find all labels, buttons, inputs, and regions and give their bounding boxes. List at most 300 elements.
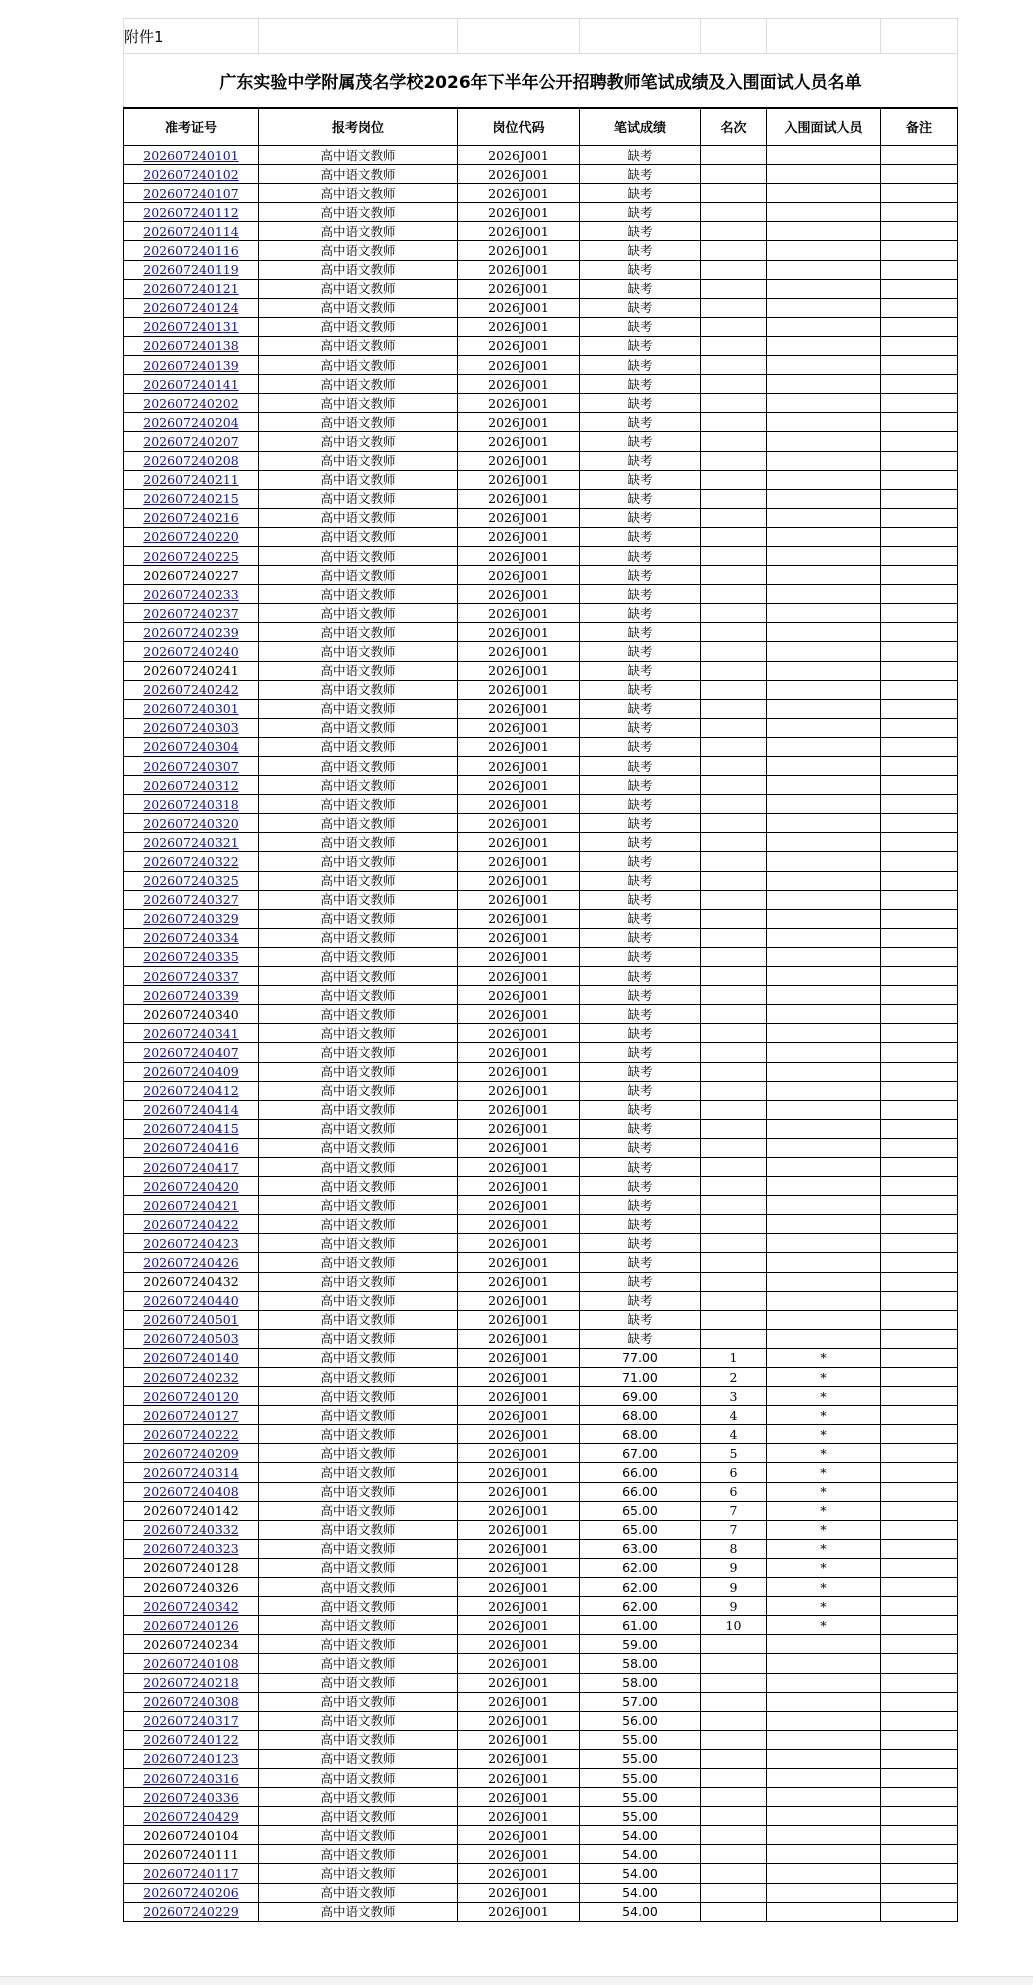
note-cell xyxy=(881,1749,958,1768)
exam-id-link[interactable]: 202607240423 xyxy=(143,1235,239,1251)
exam-id-cell[interactable] xyxy=(124,871,259,890)
exam-id-cell[interactable] xyxy=(124,642,259,661)
exam-id-link[interactable]: 202607240124 xyxy=(143,300,239,316)
title-row xyxy=(124,54,958,108)
exam-id-link[interactable]: 202607240220 xyxy=(143,529,239,545)
rank-cell xyxy=(701,1329,767,1348)
exam-id-link[interactable]: 202607240322 xyxy=(143,854,239,870)
exam-id-cell[interactable] xyxy=(124,776,259,795)
exam-id-link[interactable]: 202607240308 xyxy=(143,1694,239,1710)
exam-id-cell[interactable] xyxy=(124,222,259,241)
rank-cell: 5 xyxy=(701,1444,767,1463)
exam-id-link[interactable]: 202607240334 xyxy=(143,930,239,946)
exam-id-cell[interactable] xyxy=(124,718,259,737)
exam-id-cell[interactable] xyxy=(124,546,259,565)
exam-id-link[interactable]: 202607240122 xyxy=(143,1732,239,1748)
score-cell: 缺考 xyxy=(580,298,701,317)
exam-id-cell[interactable] xyxy=(124,1539,259,1558)
exam-id-link[interactable]: 202607240416 xyxy=(143,1140,239,1156)
rank-cell xyxy=(701,1196,767,1215)
post-cell: 高中语文教师 xyxy=(259,1864,458,1883)
rank-cell xyxy=(701,604,767,623)
exam-id-cell[interactable] xyxy=(124,279,259,298)
exam-id-link[interactable]: 202607240320 xyxy=(143,815,239,831)
exam-id-cell[interactable] xyxy=(124,1348,259,1367)
table-row xyxy=(124,1788,958,1807)
exam-id-link[interactable]: 202607240225 xyxy=(143,548,239,564)
interview-cell xyxy=(767,833,881,852)
exam-id-cell[interactable] xyxy=(124,1119,259,1138)
post-cell: 高中语文教师 xyxy=(259,298,458,317)
exam-id-cell[interactable] xyxy=(124,451,259,470)
exam-id-cell[interactable] xyxy=(124,585,259,604)
interview-cell: * xyxy=(767,1387,881,1406)
exam-id-cell[interactable] xyxy=(124,1711,259,1730)
exam-id-cell[interactable] xyxy=(124,1329,259,1348)
exam-id-cell[interactable] xyxy=(124,1043,259,1062)
table-row xyxy=(124,1578,958,1597)
exam-id-cell[interactable] xyxy=(124,967,259,986)
exam-id-link[interactable]: 202607240121 xyxy=(143,281,239,297)
exam-id-cell[interactable] xyxy=(124,394,259,413)
rank-cell: 4 xyxy=(701,1425,767,1444)
post-code-cell: 2026J001 xyxy=(458,222,580,241)
note-cell xyxy=(881,1196,958,1215)
table-row xyxy=(124,184,958,203)
exam-id-link[interactable]: 202607240321 xyxy=(143,834,239,850)
score-cell: 缺考 xyxy=(580,317,701,336)
exam-id-link[interactable]: 202607240211 xyxy=(143,472,239,488)
exam-id-cell xyxy=(124,1578,259,1597)
exam-id-cell[interactable] xyxy=(124,1138,259,1157)
exam-id-cell[interactable] xyxy=(124,241,259,260)
exam-id-cell[interactable] xyxy=(124,184,259,203)
exam-id-cell[interactable] xyxy=(124,1654,259,1673)
score-cell: 61.00 xyxy=(580,1616,701,1635)
post-code-cell: 2026J001 xyxy=(458,1539,580,1558)
exam-id-cell[interactable] xyxy=(124,1616,259,1635)
exam-id-cell[interactable] xyxy=(124,508,259,527)
interview-cell xyxy=(767,986,881,1005)
exam-id-link[interactable]: 202607240314 xyxy=(143,1465,239,1481)
rank-cell xyxy=(701,1826,767,1845)
post-code-cell: 2026J001 xyxy=(458,203,580,222)
post-cell: 高中语文教师 xyxy=(259,1807,458,1826)
post-cell: 高中语文教师 xyxy=(259,718,458,737)
rank-cell xyxy=(701,1272,767,1291)
exam-id-cell[interactable] xyxy=(124,1425,259,1444)
score-cell: 62.00 xyxy=(580,1558,701,1577)
exam-id-cell[interactable] xyxy=(124,604,259,623)
post-code-cell: 2026J001 xyxy=(458,1119,580,1138)
exam-id-link[interactable]: 202607240407 xyxy=(143,1044,239,1060)
rank-cell xyxy=(701,1711,767,1730)
exam-id-link[interactable]: 202607240412 xyxy=(143,1083,239,1099)
exam-id-cell[interactable] xyxy=(124,1406,259,1425)
exam-id-link[interactable]: 202607240337 xyxy=(143,968,239,984)
table-row xyxy=(124,1100,958,1119)
exam-id-cell[interactable] xyxy=(124,1730,259,1749)
exam-id-cell[interactable] xyxy=(124,833,259,852)
rank-cell xyxy=(701,890,767,909)
exam-id-link[interactable]: 202607240316 xyxy=(143,1770,239,1786)
exam-id-link[interactable]: 202607240317 xyxy=(143,1713,239,1729)
table-row xyxy=(124,1463,958,1482)
note-cell xyxy=(881,356,958,375)
note-cell xyxy=(881,241,958,260)
rank-cell xyxy=(701,1024,767,1043)
score-cell: 缺考 xyxy=(580,890,701,909)
exam-id-link[interactable]: 202607240237 xyxy=(143,605,239,621)
exam-id-cell[interactable] xyxy=(124,317,259,336)
table-row xyxy=(124,1845,958,1864)
exam-id-cell[interactable] xyxy=(124,489,259,508)
interview-cell xyxy=(767,642,881,661)
exam-id-link[interactable]: 202607240342 xyxy=(143,1598,239,1614)
score-cell: 缺考 xyxy=(580,1215,701,1234)
exam-id-link[interactable]: 202607240303 xyxy=(143,720,239,736)
interview-cell: * xyxy=(767,1368,881,1387)
exam-id-cell[interactable] xyxy=(124,1157,259,1176)
exam-id-cell[interactable] xyxy=(124,909,259,928)
post-code-cell: 2026J001 xyxy=(458,1788,580,1807)
table-row xyxy=(124,413,958,432)
exam-id-cell[interactable] xyxy=(124,1883,259,1902)
exam-id-link[interactable]: 202607240127 xyxy=(143,1407,239,1423)
exam-id-cell[interactable] xyxy=(124,1673,259,1692)
note-cell xyxy=(881,1883,958,1902)
interview-cell xyxy=(767,1730,881,1749)
exam-id-cell[interactable] xyxy=(124,1864,259,1883)
rank-cell xyxy=(701,1062,767,1081)
exam-id-link[interactable]: 202607240216 xyxy=(143,510,239,526)
table-row xyxy=(124,1520,958,1539)
exam-id-link[interactable]: 202607240209 xyxy=(143,1445,239,1461)
exam-id-cell[interactable] xyxy=(124,470,259,489)
rank-cell xyxy=(701,146,767,165)
table-row xyxy=(124,947,958,966)
post-code-cell: 2026J001 xyxy=(458,967,580,986)
exam-id-cell[interactable] xyxy=(124,413,259,432)
exam-id-link[interactable]: 202607240301 xyxy=(143,701,239,717)
exam-id-cell[interactable] xyxy=(124,1253,259,1272)
exam-id-cell[interactable] xyxy=(124,928,259,947)
exam-id-cell[interactable] xyxy=(124,814,259,833)
exam-id-cell[interactable] xyxy=(124,986,259,1005)
exam-id-link[interactable]: 202607240327 xyxy=(143,892,239,908)
exam-id-link[interactable]: 202607240318 xyxy=(143,796,239,812)
exam-id-link[interactable]: 202607240421 xyxy=(143,1197,239,1213)
exam-id-link[interactable]: 202607240117 xyxy=(143,1865,239,1881)
rank-cell xyxy=(701,298,767,317)
exam-id-cell[interactable] xyxy=(124,795,259,814)
score-cell: 缺考 xyxy=(580,470,701,489)
exam-id-link[interactable]: 202607240204 xyxy=(143,414,239,430)
exam-id-cell[interactable] xyxy=(124,1100,259,1119)
score-cell: 缺考 xyxy=(580,680,701,699)
exam-id-link[interactable]: 202607240218 xyxy=(143,1675,239,1691)
exam-id-link[interactable]: 202607240307 xyxy=(143,758,239,774)
exam-id-link[interactable]: 202607240336 xyxy=(143,1789,239,1805)
exam-id-link[interactable]: 202607240101 xyxy=(143,147,239,163)
exam-id-cell[interactable] xyxy=(124,757,259,776)
exam-id-cell[interactable] xyxy=(124,1081,259,1100)
score-cell: 缺考 xyxy=(580,413,701,432)
exam-id-cell[interactable] xyxy=(124,336,259,355)
table-row xyxy=(124,604,958,623)
note-cell xyxy=(881,1157,958,1176)
rank-cell xyxy=(701,1177,767,1196)
score-cell: 缺考 xyxy=(580,260,701,279)
exam-id-link[interactable]: 202607240335 xyxy=(143,949,239,965)
exam-id-link[interactable]: 202607240108 xyxy=(143,1655,239,1671)
score-cell: 缺考 xyxy=(580,1291,701,1310)
exam-id-cell[interactable] xyxy=(124,1463,259,1482)
table-row xyxy=(124,508,958,527)
note-cell xyxy=(881,1081,958,1100)
exam-id-cell[interactable] xyxy=(124,737,259,756)
post-cell: 高中语文教师 xyxy=(259,604,458,623)
post-cell: 高中语文教师 xyxy=(259,585,458,604)
exam-id-cell[interactable] xyxy=(124,1520,259,1539)
rank-cell: 9 xyxy=(701,1558,767,1577)
note-cell xyxy=(881,1272,958,1291)
exam-id-link[interactable]: 202607240120 xyxy=(143,1388,239,1404)
exam-id-cell[interactable] xyxy=(124,1368,259,1387)
note-cell xyxy=(881,1768,958,1787)
exam-id-link[interactable]: 202607240140 xyxy=(143,1350,239,1366)
exam-id-cell xyxy=(124,1501,259,1520)
score-cell: 缺考 xyxy=(580,1043,701,1062)
exam-id-cell[interactable] xyxy=(124,375,259,394)
interview-cell xyxy=(767,279,881,298)
exam-id-link[interactable]: 202607240116 xyxy=(143,243,239,259)
post-code-cell: 2026J001 xyxy=(458,241,580,260)
exam-id-cell[interactable] xyxy=(124,1482,259,1501)
exam-id-cell[interactable] xyxy=(124,356,259,375)
rank-cell xyxy=(701,1043,767,1062)
exam-id-cell[interactable] xyxy=(124,165,259,184)
exam-id-text: 202607240142 xyxy=(143,1503,239,1519)
exam-id-link[interactable]: 202607240202 xyxy=(143,395,239,411)
exam-id-link[interactable]: 202607240325 xyxy=(143,873,239,889)
post-cell: 高中语文教师 xyxy=(259,508,458,527)
exam-id-link[interactable]: 202607240415 xyxy=(143,1121,239,1137)
post-cell: 高中语文教师 xyxy=(259,1578,458,1597)
exam-id-link[interactable]: 202607240141 xyxy=(143,376,239,392)
exam-id-link[interactable]: 202607240233 xyxy=(143,586,239,602)
exam-id-cell xyxy=(124,661,259,680)
post-cell: 高中语文教师 xyxy=(259,1520,458,1539)
exam-id-cell[interactable] xyxy=(124,1387,259,1406)
exam-id-cell[interactable] xyxy=(124,623,259,642)
exam-id-link[interactable]: 202607240408 xyxy=(143,1484,239,1500)
exam-id-link[interactable]: 202607240341 xyxy=(143,1025,239,1041)
post-cell: 高中语文教师 xyxy=(259,1558,458,1577)
exam-id-link[interactable]: 202607240417 xyxy=(143,1159,239,1175)
exam-id-cell[interactable] xyxy=(124,1291,259,1310)
score-cell: 缺考 xyxy=(580,508,701,527)
table-row xyxy=(124,680,958,699)
exam-id-cell[interactable] xyxy=(124,680,259,699)
exam-id-link[interactable]: 202607240240 xyxy=(143,643,239,659)
note-cell xyxy=(881,1711,958,1730)
note-cell xyxy=(881,871,958,890)
attachment-label: 附件1 xyxy=(124,19,259,54)
exam-id-cell[interactable] xyxy=(124,1788,259,1807)
exam-id-link[interactable]: 202607240215 xyxy=(143,491,239,507)
exam-id-link[interactable]: 202607240304 xyxy=(143,739,239,755)
exam-id-link[interactable]: 202607240222 xyxy=(143,1426,239,1442)
exam-id-cell[interactable] xyxy=(124,1768,259,1787)
exam-id-cell[interactable] xyxy=(124,203,259,222)
exam-id-link[interactable]: 202607240232 xyxy=(143,1369,239,1385)
note-cell xyxy=(881,1616,958,1635)
exam-id-link[interactable]: 202607240114 xyxy=(143,223,239,239)
exam-id-link[interactable]: 202607240339 xyxy=(143,987,239,1003)
exam-id-cell[interactable] xyxy=(124,1024,259,1043)
exam-id-cell[interactable] xyxy=(124,890,259,909)
score-cell: 68.00 xyxy=(580,1425,701,1444)
exam-id-cell[interactable] xyxy=(124,260,259,279)
table-row xyxy=(124,737,958,756)
interview-cell xyxy=(767,356,881,375)
table-row xyxy=(124,1005,958,1024)
exam-id-link[interactable]: 202607240329 xyxy=(143,911,239,927)
interview-cell xyxy=(767,1845,881,1864)
score-cell: 缺考 xyxy=(580,432,701,451)
score-cell: 55.00 xyxy=(580,1749,701,1768)
exam-id-link[interactable]: 202607240429 xyxy=(143,1808,239,1824)
exam-id-link[interactable]: 202607240409 xyxy=(143,1064,239,1080)
exam-id-cell[interactable] xyxy=(124,1597,259,1616)
exam-id-cell[interactable] xyxy=(124,947,259,966)
exam-id-text: 202607240227 xyxy=(143,567,239,583)
exam-id-link[interactable]: 202607240138 xyxy=(143,338,239,354)
rank-cell xyxy=(701,833,767,852)
interview-cell xyxy=(767,1749,881,1768)
post-code-cell: 2026J001 xyxy=(458,1635,580,1654)
exam-id-link[interactable]: 202607240131 xyxy=(143,319,239,335)
exam-id-cell[interactable] xyxy=(124,1062,259,1081)
post-cell: 高中语文教师 xyxy=(259,1444,458,1463)
rank-cell: 1 xyxy=(701,1348,767,1367)
note-cell xyxy=(881,1635,958,1654)
exam-id-link[interactable]: 202607240229 xyxy=(143,1904,239,1920)
exam-id-link[interactable]: 202607240323 xyxy=(143,1541,239,1557)
post-cell: 高中语文教师 xyxy=(259,1539,458,1558)
exam-id-link[interactable]: 202607240208 xyxy=(143,453,239,469)
exam-id-link[interactable]: 202607240123 xyxy=(143,1751,239,1767)
exam-id-text: 202607240432 xyxy=(143,1274,239,1290)
exam-id-cell[interactable] xyxy=(124,146,259,165)
table-row xyxy=(124,222,958,241)
table-row xyxy=(124,1558,958,1577)
exam-id-link[interactable]: 202607240239 xyxy=(143,624,239,640)
exam-id-cell[interactable] xyxy=(124,1310,259,1329)
exam-id-link[interactable]: 202607240414 xyxy=(143,1102,239,1118)
post-cell: 高中语文教师 xyxy=(259,1368,458,1387)
exam-id-cell[interactable] xyxy=(124,1749,259,1768)
score-cell: 缺考 xyxy=(580,757,701,776)
interview-cell xyxy=(767,1234,881,1253)
post-code-cell: 2026J001 xyxy=(458,623,580,642)
document-title: 广东实验中学附属茂名学校2026年下半年公开招聘教师笔试成绩及入围面试人员名单 xyxy=(124,54,958,108)
interview-cell xyxy=(767,909,881,928)
table-row xyxy=(124,527,958,546)
exam-id-cell[interactable] xyxy=(124,527,259,546)
exam-id-link[interactable]: 202607240422 xyxy=(143,1216,239,1232)
exam-id-cell[interactable] xyxy=(124,699,259,718)
exam-id-link[interactable]: 202607240112 xyxy=(143,204,239,220)
note-cell xyxy=(881,947,958,966)
interview-cell xyxy=(767,680,881,699)
exam-id-cell[interactable] xyxy=(124,1902,259,1921)
exam-id-cell[interactable] xyxy=(124,1177,259,1196)
interview-cell xyxy=(767,470,881,489)
post-code-cell: 2026J001 xyxy=(458,1387,580,1406)
exam-id-link[interactable]: 202607240242 xyxy=(143,682,239,698)
post-code-cell: 2026J001 xyxy=(458,1807,580,1826)
exam-id-link[interactable]: 202607240503 xyxy=(143,1331,239,1347)
score-cell: 67.00 xyxy=(580,1444,701,1463)
post-cell: 高中语文教师 xyxy=(259,1024,458,1043)
interview-cell xyxy=(767,432,881,451)
score-cell: 缺考 xyxy=(580,795,701,814)
exam-id-link[interactable]: 202607240126 xyxy=(143,1617,239,1633)
exam-id-link[interactable]: 202607240426 xyxy=(143,1254,239,1270)
exam-id-link[interactable]: 202607240440 xyxy=(143,1293,239,1309)
post-code-cell: 2026J001 xyxy=(458,1902,580,1921)
exam-id-cell[interactable] xyxy=(124,1215,259,1234)
post-code-cell: 2026J001 xyxy=(458,1692,580,1711)
post-cell: 高中语文教师 xyxy=(259,699,458,718)
exam-id-cell[interactable] xyxy=(124,432,259,451)
interview-cell xyxy=(767,1673,881,1692)
exam-id-cell[interactable] xyxy=(124,1196,259,1215)
exam-id-cell xyxy=(124,1272,259,1291)
note-cell xyxy=(881,852,958,871)
post-code-cell: 2026J001 xyxy=(458,165,580,184)
exam-id-link[interactable]: 202607240501 xyxy=(143,1312,239,1328)
exam-id-cell[interactable] xyxy=(124,852,259,871)
exam-id-link[interactable]: 202607240102 xyxy=(143,166,239,182)
exam-id-link[interactable]: 202607240139 xyxy=(143,357,239,373)
exam-id-link[interactable]: 202607240420 xyxy=(143,1178,239,1194)
exam-id-cell[interactable] xyxy=(124,1807,259,1826)
exam-id-link[interactable]: 202607240206 xyxy=(143,1885,239,1901)
exam-id-link[interactable]: 202607240119 xyxy=(143,262,239,278)
table-row xyxy=(124,203,958,222)
note-cell xyxy=(881,604,958,623)
exam-id-link[interactable]: 202607240107 xyxy=(143,185,239,201)
note-cell xyxy=(881,1062,958,1081)
table-row xyxy=(124,814,958,833)
note-cell xyxy=(881,1463,958,1482)
exam-id-link[interactable]: 202607240312 xyxy=(143,777,239,793)
exam-id-cell[interactable] xyxy=(124,1444,259,1463)
exam-id-cell[interactable] xyxy=(124,1692,259,1711)
rank-cell xyxy=(701,642,767,661)
post-code-cell: 2026J001 xyxy=(458,1196,580,1215)
post-cell: 高中语文教师 xyxy=(259,1826,458,1845)
exam-id-cell[interactable] xyxy=(124,1234,259,1253)
post-cell: 高中语文教师 xyxy=(259,1272,458,1291)
exam-id-cell[interactable] xyxy=(124,298,259,317)
exam-id-link[interactable]: 202607240332 xyxy=(143,1522,239,1538)
rank-cell xyxy=(701,814,767,833)
exam-id-link[interactable]: 202607240207 xyxy=(143,433,239,449)
